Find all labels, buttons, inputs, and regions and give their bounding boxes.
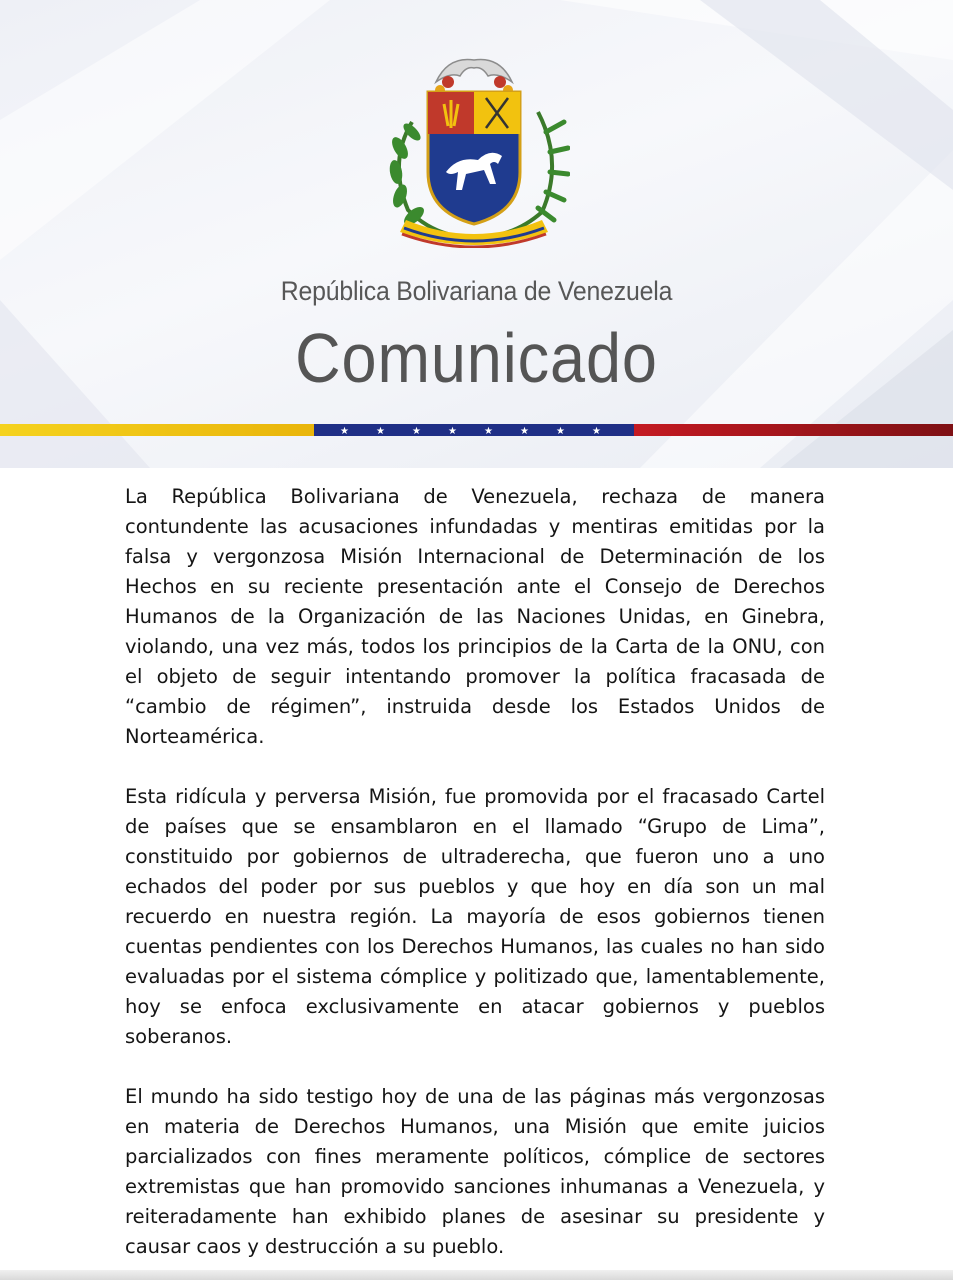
white-star-icon: ★ [520, 426, 529, 436]
letterhead [0, 0, 953, 468]
body-paragraph: Esta ridícula y perversa Misión, fue promovida por el fracasado Cartel de países que se ensamblaron en el llamado “Grupo de Lima”, constituido por gobiernos de ultraderecha, que fueron uno a uno echados del poder por sus pueblos y que hoy en día son un mal recuerdo en nuestra región. La mayoría de esos gobiernos tienen cuentas pendientes con los Derechos Humanos, las cuales no han sido evaluadas por el sistema cómplice y politizado que, lamentablemente, hoy se enfoca exclusivamente en atacar gobiernos y pueblos soberanos. [125, 785, 825, 1048]
flag-stripe-bar [0, 424, 953, 436]
white-star-icon: ★ [448, 426, 457, 436]
page-bottom-edge [0, 1270, 953, 1280]
venezuela-coat-of-arms-icon [378, 52, 570, 248]
body-paragraph: La República Bolivariana de Venezuela, rechaza de manera contundente las acusaciones infundadas y mentiras emitidas por la falsa y vergonzosa Misión Internacional de Determinación de los Hechos en su reciente presentación ante el Consejo de Derechos Humanos de la Organización de las Naciones Unidas, en Ginebra, violando, una vez más, todos los principios de la Carta de la ONU, con el objeto de seguir intentando promover la política fracasada de “cambio de régimen”, instruida desde los Estados Unidos de Norteamérica. [125, 485, 825, 748]
white-star-icon: ★ [376, 426, 385, 436]
communique-body [125, 482, 825, 1262]
issuer-name: República Bolivariana de Venezuela [280, 276, 673, 306]
white-star-icon: ★ [412, 426, 421, 436]
white-star-icon: ★ [592, 426, 601, 436]
body-paragraph: El mundo ha sido testigo hoy de una de las páginas más vergonzosas en materia de Derechos Humanos, una Misión que emite juicios parcializados con fines meramente políticos, cómplice de sectores extremistas que han promovido sanciones inhumanas a Venezuela, y reiteradamente han exhibido planes de asesinar su presidente y causar caos y destrucción a su pueblo. [125, 1085, 825, 1258]
white-star-icon: ★ [340, 426, 349, 436]
white-star-icon: ★ [556, 426, 565, 436]
white-star-icon: ★ [484, 426, 493, 436]
document-title: Comunicado [295, 319, 658, 397]
